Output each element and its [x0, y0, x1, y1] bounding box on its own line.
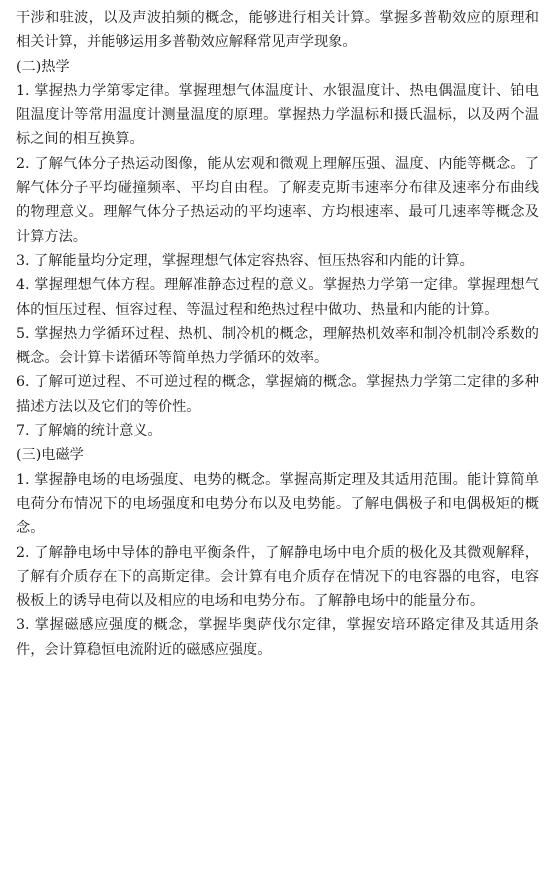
- paragraph-thermo-2: 2. 了解气体分子热运动图像，能从宏观和微观上理解压强、温度、内能等概念。了解气体分子平均碰撞频率、平均自由程。了解麦克斯韦速率分布律及速率分布曲线的物理意义。理解气体分子热运动的平均速率、方均根速率、最可几速率等概念及计算方法。: [16, 155, 539, 245]
- section-heading-electromagnetism: (三)电磁学: [16, 447, 84, 464]
- paragraph-thermo-1: 1. 掌握热力学第零定律。掌握理想气体温度计、水银温度计、热电偶温度计、铂电阻温度计等常用温度计测量温度的原理。掌握热力学温标和摄氏温标，以及两个温标之间的相互换算。: [16, 82, 539, 148]
- paragraph-thermo-7: 7. 了解熵的统计意义。: [16, 423, 162, 440]
- paragraph-thermo-3: 3. 了解能量均分定理，掌握理想气体定容热容、恒压热容和内能的计算。: [16, 252, 474, 269]
- paragraph-em-3: 3. 掌握磁感应强度的概念，掌握毕奥萨伐尔定律，掌握安培环路定律及其适用条件，会计算稳恒电流附近的磁感应强度。: [16, 617, 539, 658]
- paragraph-thermo-4: 4. 掌握理想气体方程。理解准静态过程的意义。掌握热力学第一定律。掌握理想气体的恒压过程、恒容过程、等温过程和绝热过程中做功、热量和内能的计算。: [16, 277, 539, 318]
- paragraph-thermo-6: 6. 了解可逆过程、不可逆过程的概念，掌握熵的概念。掌握热力学第二定律的多种描述方法以及它们的等价性。: [16, 374, 539, 415]
- section-heading-thermodynamics: (二)热学: [16, 58, 70, 75]
- paragraph-em-1: 1. 掌握静电场的电场强度、电势的概念。掌握高斯定理及其适用范围。能计算简单电荷分布情况下的电场强度和电势分布以及电势能。了解电偶极子和电偶极矩的概念。: [16, 471, 539, 537]
- paragraph-acoustics-continued: 干涉和驻波，以及声波拍频的概念，能够进行相关计算。掌握多普勒效应的原理和相关计算，并能够运用多普勒效应解释常见声学现象。: [16, 10, 539, 51]
- paragraph-em-2: 2. 了解静电场中导体的静电平衡条件，了解静电场中电介质的极化及其微观解释，了解有介质存在下的高斯定律。会计算有电介质存在情况下的电容器的电容，电容极板上的诱导电荷以及相应的电场和电势分布。了解静电场中的能量分布。: [16, 544, 539, 610]
- document-body: [16, 6, 539, 662]
- paragraph-thermo-5: 5. 掌握热力学循环过程、热机、制冷机的概念，理解热机效率和制冷机制冷系数的概念。会计算卡诺循环等简单热力学循环的效率。: [16, 325, 539, 367]
